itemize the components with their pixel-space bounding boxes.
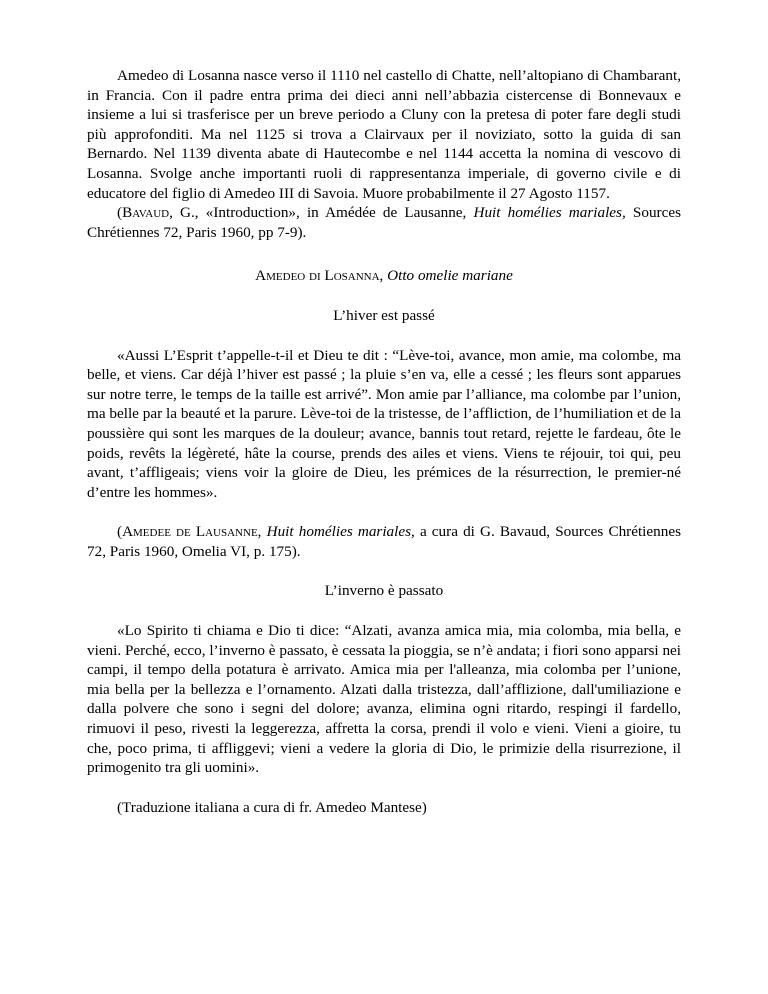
ref-open: ( [117,204,123,222]
heading-separator: , [379,267,388,285]
biography-reference [87,203,681,242]
fr-ref-sep: , [257,523,267,541]
ref-end: Sources Chrétiennes 72, Paris 1960, pp 7-9). [87,204,681,241]
ref-author: Bavaud [122,204,170,222]
document-page [87,66,681,817]
ref-title: Huit homélies mariales, [473,204,626,222]
translation-note: (Traduzione italiana a cura di fr. Amedeo Mantese) [117,798,427,816]
biography-paragraph: Amedeo di Losanna nasce verso il 1110 nel castello di Chatte, nell’altopiano di Chambarant, in Francia. Con il padre entra prima dei dieci anni nell’abbazia cistercense di Bonnevaux e insieme a lui si trasferisce per un breve periodo a Cluny con la pretesa di poter fare degli studi più approfonditi. Ma nel 1125 si trova a Clairvaux per il noviziato, sotto la guida di san Bernardo. Nel 1139 diventa abate di Hautecombe e nel 1144 accetta la nomina di vescovo di Losanna. Svolge anche importanti ruoli di rappresentanza imperiale, di governo civile e di educatore del figlio di Amedeo III di Savoia. Muore probabilmente il 27 Agosto 1157. [87,67,681,202]
french-reference [87,522,681,561]
fr-ref-open: ( [117,523,123,541]
italian-section-title: L’inverno è passato [324,582,444,600]
fr-ref-end: a cura di G. Bavaud, Sources Chrétiennes 72, Paris 1960, Omelia VI, p. 175). [87,523,681,560]
heading-work: Otto omelie mariane [387,267,513,285]
fr-ref-author: Amedee de Lausanne [122,523,258,541]
french-text: «Aussi L’Esprit t’appelle-t-il et Dieu te dit : “Lève-toi, avance, mon amie, ma colombe, ma belle, et viens. Car déjà l’hiver est passé ; la pluie s’en va, elle a cessé ; les fleurs sont apparues sur notre terre, le temps de la taille est arrivé”. Mon amie par l’alliance, ma colombe par l’union, ma belle par la beauté et la parure. Lève-toi de la tristesse, de l’affliction, de l’humiliation et de la poussière qui sont les marques de la douleur; avance, bannis tout retard, rejette le fardeau, ôte le poids, revêts la légèreté, hâte la course, prends des ailes et viens. Viens te réjouir, toi qui, peu avant, t’affligeais; viens voir la gloire de Dieu, les prémices de la résurrection, le premier-né d’entre les hommes». [87,346,681,501]
italian-text: «Lo Spirito ti chiama e Dio ti dice: “Alzati, avanza amica mia, mia colomba, mia bella, e vieni. Perché, ecco, l’inverno è passato, è cessata la pioggia, se n’è andata; i fiori sono apparsi nei campi, il tempo della potatura è arrivato. Amica mia per l'alleanza, mia colomba per l’unione, mia bella per la bellezza e l’ornamento. Alzati dalla tristezza, dall’afflizione, dall'umiliazione e dalla polvere che sono i segni del dolore; avanza, elimina ogni ritardo, respingi il fardello, rimuovi il peso, rivesti la leggerezza, affretta la corsa, prendi il volo e vieni. Vieni a gioire, tu che, poco prima, ti affliggevi; vieni a vedere la gloria di Dio, le primizie della risurrezione, il primogenito tra gli uomini». [87,622,681,777]
fr-ref-title: Huit homélies mariales, [266,523,415,541]
french-section-title: L’hiver est passé [333,306,435,324]
work-heading [87,266,681,286]
ref-middle: , G., «Introduction», in Amédée de Lausanne, [169,204,474,222]
heading-author: Amedeo di Losanna [255,267,380,285]
